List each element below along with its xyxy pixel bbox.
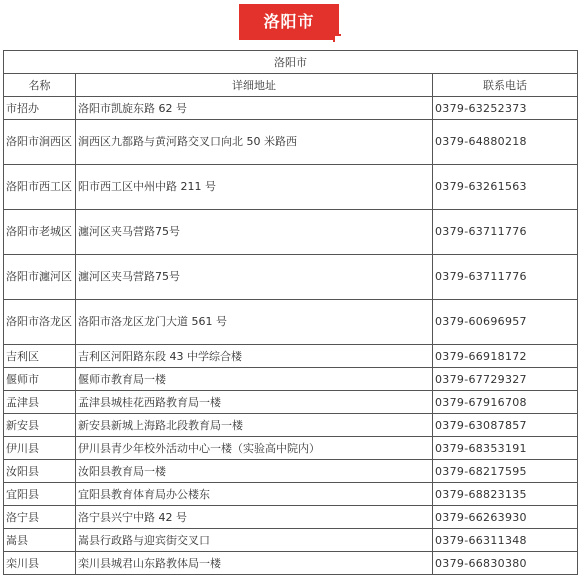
- cell-address: 汝阳县教育局一楼: [76, 460, 433, 483]
- banner-corner-decoration: [333, 34, 341, 42]
- cell-name: 市招办: [4, 97, 76, 120]
- city-banner: 洛阳市: [239, 4, 339, 40]
- cell-address: 洛宁县兴宁中路 42 号: [76, 506, 433, 529]
- header-address: 详细地址: [76, 74, 433, 97]
- table-row: [4, 300, 578, 345]
- table-row: [4, 506, 578, 529]
- cell-address: 栾川县城君山东路教体局一楼: [76, 552, 433, 575]
- cell-address: 吉利区河阳路东段 43 中学综合楼: [76, 345, 433, 368]
- cell-name: 宜阳县: [4, 483, 76, 506]
- header-name: 名称: [4, 74, 76, 97]
- table-row: [4, 165, 578, 210]
- cell-phone: 0379-67916708: [433, 391, 578, 414]
- cell-name: 洛宁县: [4, 506, 76, 529]
- cell-name: 新安县: [4, 414, 76, 437]
- cell-name: 洛阳市老城区: [4, 210, 76, 255]
- cell-address: 新安县新城上海路北段教育局一楼: [76, 414, 433, 437]
- cell-phone: 0379-66918172: [433, 345, 578, 368]
- cell-phone: 0379-67729327: [433, 368, 578, 391]
- cell-name: 洛阳市洛龙区: [4, 300, 76, 345]
- cell-name: 嵩县: [4, 529, 76, 552]
- contact-table: [3, 50, 578, 575]
- cell-phone: 0379-66263930: [433, 506, 578, 529]
- table-row: [4, 483, 578, 506]
- table-header-row: [4, 74, 578, 97]
- table-row: [4, 391, 578, 414]
- table-row: [4, 120, 578, 165]
- table-row: [4, 210, 578, 255]
- cell-address: 涧西区九都路与黄河路交叉口向北 50 米路西: [76, 120, 433, 165]
- header-phone: 联系电话: [433, 74, 578, 97]
- table-title: 洛阳市: [4, 51, 578, 74]
- cell-name: 洛阳市西工区: [4, 165, 76, 210]
- cell-phone: 0379-66830380: [433, 552, 578, 575]
- cell-address: 洛阳市洛龙区龙门大道 561 号: [76, 300, 433, 345]
- cell-address: 偃师市教育局一楼: [76, 368, 433, 391]
- cell-phone: 0379-63087857: [433, 414, 578, 437]
- cell-phone: 0379-63711776: [433, 210, 578, 255]
- table-row: [4, 460, 578, 483]
- cell-phone: 0379-68353191: [433, 437, 578, 460]
- cell-name: 伊川县: [4, 437, 76, 460]
- cell-phone: 0379-68217595: [433, 460, 578, 483]
- cell-name: 洛阳市涧西区: [4, 120, 76, 165]
- cell-phone: 0379-60696957: [433, 300, 578, 345]
- banner-area: [0, 0, 580, 46]
- cell-address: 宜阳县教育体育局办公楼东: [76, 483, 433, 506]
- table-row: [4, 529, 578, 552]
- cell-address: 孟津县城桂花西路教育局一楼: [76, 391, 433, 414]
- table-title-row: [4, 51, 578, 74]
- cell-address: 瀍河区夹马营路75号: [76, 255, 433, 300]
- cell-name: 偃师市: [4, 368, 76, 391]
- cell-address: 伊川县青少年校外活动中心一楼（实验高中院内）: [76, 437, 433, 460]
- table-row: [4, 414, 578, 437]
- table-row: [4, 552, 578, 575]
- cell-name: 栾川县: [4, 552, 76, 575]
- cell-phone: 0379-68823135: [433, 483, 578, 506]
- table-row: [4, 345, 578, 368]
- cell-phone: 0379-66311348: [433, 529, 578, 552]
- table-row: [4, 255, 578, 300]
- table-row: [4, 437, 578, 460]
- cell-phone: 0379-63711776: [433, 255, 578, 300]
- cell-address: 瀍河区夹马营路75号: [76, 210, 433, 255]
- cell-address: 阳市西工区中州中路 211 号: [76, 165, 433, 210]
- cell-phone: 0379-63252373: [433, 97, 578, 120]
- cell-address: 洛阳市凯旋东路 62 号: [76, 97, 433, 120]
- table-row: [4, 97, 578, 120]
- cell-name: 汝阳县: [4, 460, 76, 483]
- cell-name: 孟津县: [4, 391, 76, 414]
- cell-phone: 0379-64880218: [433, 120, 578, 165]
- table-row: [4, 368, 578, 391]
- cell-name: 洛阳市瀍河区: [4, 255, 76, 300]
- cell-phone: 0379-63261563: [433, 165, 578, 210]
- cell-name: 吉利区: [4, 345, 76, 368]
- cell-address: 嵩县行政路与迎宾街交叉口: [76, 529, 433, 552]
